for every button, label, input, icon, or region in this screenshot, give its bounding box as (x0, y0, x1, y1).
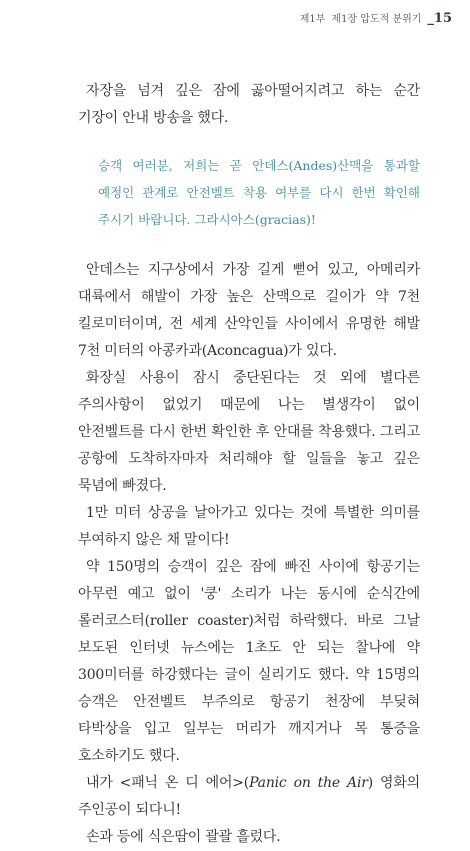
paragraph-6-end: ) 영화의 주인공이 되다니! (78, 775, 421, 818)
paragraph-5: 약 150명의 승객이 깊은 잠에 빠진 사이에 항공기는 아무런 예고 없이 '쿵' 소리가 나는 동시에 순식간에 롤러코스터(roller coaster)처럼 하락했다. 바로 그날 보도된 인터넷 뉴스에는 1초도 안 되는 찰나에 약 300미터를 하강했다는 글이 실리기도 했다. 약 15명의 승객은 안전벨트 부주의로 항공기 천장에 부딪혀 타박상을 입고 일부는 머리가 깨지거나 목 통증을 호소하기도 했다. (78, 559, 420, 764)
paragraph-2: 안데스는 지구상에서 가장 길게 뻗어 있고, 아메리카 대륙에서 해발이 가장 높은 산맥으로 길이가 약 7천 킬로미터이며, 전 세계 산악인들 사이에서 유명한 해발 7천 미터의 아콩카과(Aconcagua)가 있다. (78, 262, 420, 359)
paragraph-4: 1만 미터 상공을 날아가고 있다는 것에 특별한 의미를 부여하지 않은 채 말이다! (78, 505, 420, 548)
paragraph-3: 화장실 사용이 잠시 중단된다는 것 외에 별다른 주의사항이 없었기 때문에 나는 별생각이 없이 안전벨트를 다시 한번 확인한 후 안대를 착용했다. 그리고 공항에 도착하자마자 처리해야 할 일들을 놓고 깊은 묵념에 빠졌다. (78, 370, 420, 494)
paragraph-1: 자장을 넘겨 깊은 잠에 곯아떨어지려고 하는 순간 기장이 안내 방송을 했다. (78, 83, 420, 126)
captain-announcement: 승객 여러분, 저희는 곧 안데스(Andes)산맥을 통과할 예정인 관계로 안전벨트 착용 여부를 다시 한번 확인해 주시기 바랍니다. 그라시아스(gracias)! (98, 158, 420, 227)
page-body (78, 78, 420, 851)
header-part: 제1부 (299, 14, 326, 25)
running-header (300, 10, 452, 26)
header-chapter: 제1장 압도적 분위기 (331, 14, 422, 25)
paragraph-6 (78, 770, 420, 824)
paragraph-6-film-title: Panic on the Air (249, 775, 368, 791)
page-number: _15 (427, 11, 452, 26)
paragraph-6-start: 내가 <패닉 온 디 에어>( (86, 775, 250, 791)
paragraph-7: 손과 등에 식은땀이 괄괄 흘렀다. (86, 829, 281, 845)
